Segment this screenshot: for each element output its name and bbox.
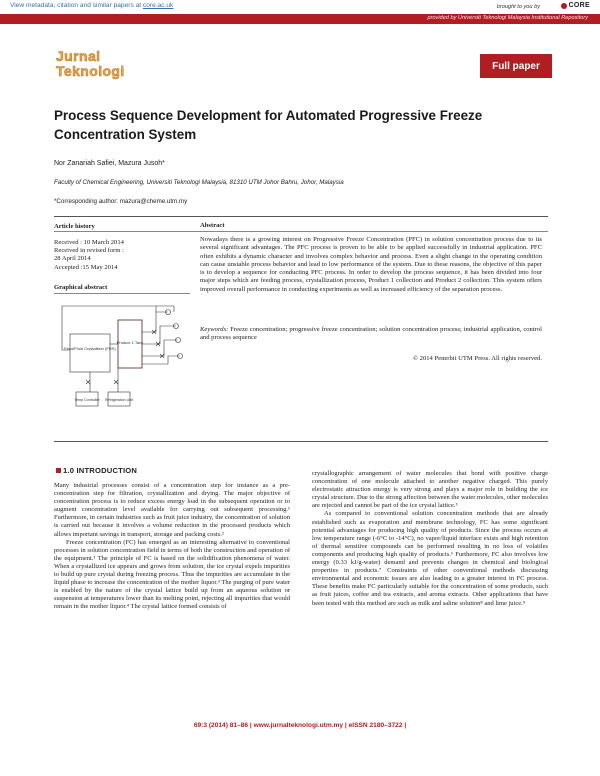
body-column-left — [54, 482, 290, 612]
section-heading: 1.0 INTRODUCTION — [56, 466, 137, 475]
diagram-label-box3: Temp Controller — [74, 398, 100, 402]
graphical-abstract-heading: Graphical abstract — [54, 284, 108, 291]
core-top-bar — [0, 0, 600, 13]
provided-by-bar — [0, 14, 600, 24]
article-history-heading: Article history — [54, 223, 95, 230]
affiliation: Faculty of Chemical Engineering, Universiti Teknologi Malaysia, 81310 UTM Johor Bahru, Johor, Malaysia — [54, 179, 344, 186]
section-marker-icon — [56, 468, 61, 473]
provided-by-text: provided by Universiti Teknologi Malaysia Institutional Repository — [427, 15, 588, 21]
article-history: Received : 10 March 2014 Received in revised form : 28 April 2014 Accepted :15 May 2014 — [54, 239, 124, 271]
diagram-label-box4: Refrigeration Unit — [105, 398, 133, 402]
divider — [54, 441, 548, 442]
divider — [54, 216, 548, 217]
diagram-label-tank2: Product 1 Tank — [116, 340, 144, 345]
paragraph: crystallographic arrangement of water molecules that bond with positive charge concentration of one molecule attached to another negative charged. This purely electrostatic attraction energy is very strong and plays a major role in building the ice crystal structure. Due to the strong affection between the water molecules, other molecules are rejected and cannot be part of the ice crystal lattice.⁵ — [312, 470, 548, 510]
brought-to-you-text: brought to you by — [496, 4, 540, 10]
abstract-text: Nowadays there is a growing interest on Progressive Freeze Concentration (PFC) in solution concentration process due to its several significant advantages. The PFC process is proven to be able to be applied successfully in industrial application. PFC often exhibits a dynamic character and involves complex behavior and process. Even a slight change in the operating condition can cause unstable process behavior and lead to low performance of the system. Due to these reasons, the objective of this paper is to develop a sequence for conducting PFC process. In order to develop the process sequence, it has been divided into four major steps which are feeding process, crystallization process, Product 1 collection and Product 2 collection. This system offers improved overall performance in conducting experiments as well as increased efficiency of the separation process. — [200, 236, 542, 293]
paper-title: Process Sequence Development for Automated Progressive Freeze Concentration System — [54, 108, 483, 142]
authors: Nor Zanariah Safiei, Mazura Jusoh* — [54, 160, 165, 167]
divider — [54, 231, 548, 232]
diagram-label-tank1: Feed/Fluid Crystallizer (FRS) — [64, 346, 116, 351]
keywords: Keywords: Freeze concentration; progressive freeze concentration; solution concentration process; industrial application, control and process sequence — [200, 326, 542, 342]
abstract-heading: Abstract — [200, 222, 225, 229]
body-column-right — [312, 470, 548, 608]
core-logo[interactable]: CORE — [561, 2, 590, 9]
page-footer: 69:3 (2014) 81–86 | www.jurnalteknologi.utm.my | eISSN 2180–3722 | — [193, 722, 407, 729]
graphical-abstract-diagram — [56, 294, 190, 420]
full-paper-badge: Full paper — [480, 54, 552, 78]
paragraph: Many industrial processes consist of a concentration step for instance as a pre-concentration step for filtration, crystallization and drying. The major objective of concentration process is to reduce excess energy load in the subsequent operation or to augment concentration level available for carrying out subsequent processing.¹ Furthermore, in certain industries such as fruit juice industry, the concentration of solution is carried out because it involves a volume reduction in the processed products which allows important savings in transport, storage and packing costs.² — [54, 482, 290, 538]
core-logo-icon — [561, 3, 567, 9]
copyright: © 2014 Penerbit UTM Press. All rights reserved. — [413, 355, 542, 362]
paragraph: As compared to conventional solution concentration methods that are already established such as evaporation and membrane technology, FC has some significant potential advantages for producing high quality of products. Since the process occurs at low temperature range (-6°C to -14°C), no vapor/liquid interface exists and high retention of thermal sensitive compounds can be performed resulting in no loss of volatiles components and producing high quality of products.⁶ Furthermore, FC also involves low energy (0.33 kJ/g-water) demand and prevents changes in chemical and biological properties in products.⁷ Constraints of other conventional methods discussing environmental and economic issues are also leading to a greater interest in FC process. These benefits make FC particularly suitable for the concentration of some products, such as fruit juices, coffee and tea extracts, and aroma extracts. Other applications that have been tested with this method are such as milk and saline solution⁸ and lime juice.⁹ — [312, 510, 548, 607]
corresponding-author: *Corresponding author: mazura@cheme.utm.my — [54, 198, 188, 205]
core-metadata-link[interactable]: View metadata, citation and similar papers at core.ac.uk — [10, 2, 174, 9]
paragraph: Freeze concentration (FC) has emerged as an interesting alternative to conventional processes in solution concentration field in terms of both the construction and operation of the equipment.¹ The principle of FC is based on the solidification phenomena of water. When a crystallized ice appears and grows from solution, the ice crystal expels impurities to build up pure crystal during freezing process. Thus the impurities are accumulate in the liquid phase to increase the concentration of the mother liquor.³ The purging of pure water is enabled by the nature of the crystal lattice build up from an aqueous solution or suspension at temperatures lower than its melting point, rejecting all impurities that would remain in the mother liquor.⁴ The crystal lattice formed consists of — [54, 538, 290, 611]
journal-logo: Jurnal Teknologi — [56, 48, 125, 79]
